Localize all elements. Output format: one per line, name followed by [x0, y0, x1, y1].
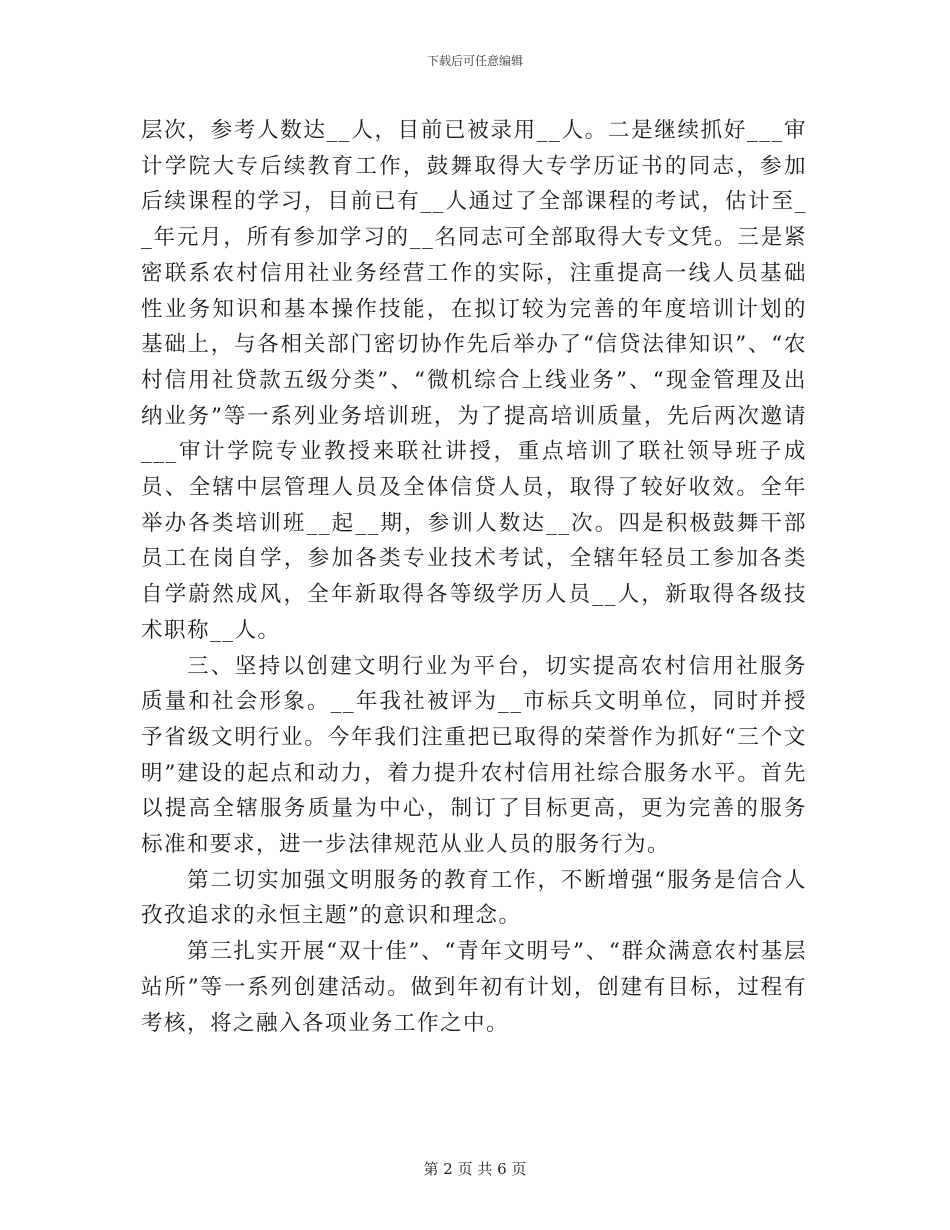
paragraph-third-item: 第三扎实开展“双十佳”、“青年文明号”、“群众满意农村基层站所”等一系列创建活动。做到年初有计划，创建有目标，过程有考核，将之融入各项业务工作之中。 [141, 939, 807, 1036]
paragraph-second-item: 第二切实加强文明服务的教育工作，不断增强“服务是信合人孜孜追求的永恒主题”的意识和理念。 [141, 867, 807, 929]
paragraph-section-three: 三、坚持以创建文明行业为平台，切实提高农村信用社服务质量和社会形象。__年我社被评为__市标兵文明单位，同时并授予省级文明行业。今年我们注重把已取得的荣誉作为抓好“三个文明”建设的起点和动力，着力提升农村信用社综合服务水平。首先以提高全辖服务质量为中心，制订了目标更高，更为完善的服务标准和要求，进一步法律规范从业人员的服务行为。 [141, 653, 807, 858]
page-number-footer: 第 2 页 共 6 页 [423, 1160, 527, 1178]
paragraph-continuation: 层次，参考人数达__人，目前已被录用__人。二是继续抓好___审计学院大专后续教育工作，鼓舞取得大专学历证书的同志，参加后续课程的学习，目前已有__人通过了全部课程的考试，估计至__年元月，所有参加学习的__名同志可全部取得大专文凭。三是紧密联系农村信用社业务经营工作的实际，注重提高一线人员基础性业务知识和基本操作技能，在拟订较为完善的年度培训计划的基础上，与各相关部门密切协作先后举办了“信贷法律知识”、“农村信用社贷款五级分类”、“微机综合上线业务”、“现金管理及出纳业务”等一系列业务培训班，为了提高培训质量，先后两次邀请___审计学院专业教授来联社讲授，重点培训了联社领导班子成员、全辖中层管理人员及全体信贷人员，取得了较好收效。全年举办各类培训班__起__期，参训人数达__次。四是积极鼓舞干部员工在岗自学，参加各类专业技术考试，全辖年轻员工参加各类自学蔚然成风，全年新取得各等级学历人员__人，新取得各级技术职称__人。 [141, 118, 807, 643]
page-header: 下载后可任意编辑 [426, 54, 523, 68]
document-body [141, 113, 807, 1041]
